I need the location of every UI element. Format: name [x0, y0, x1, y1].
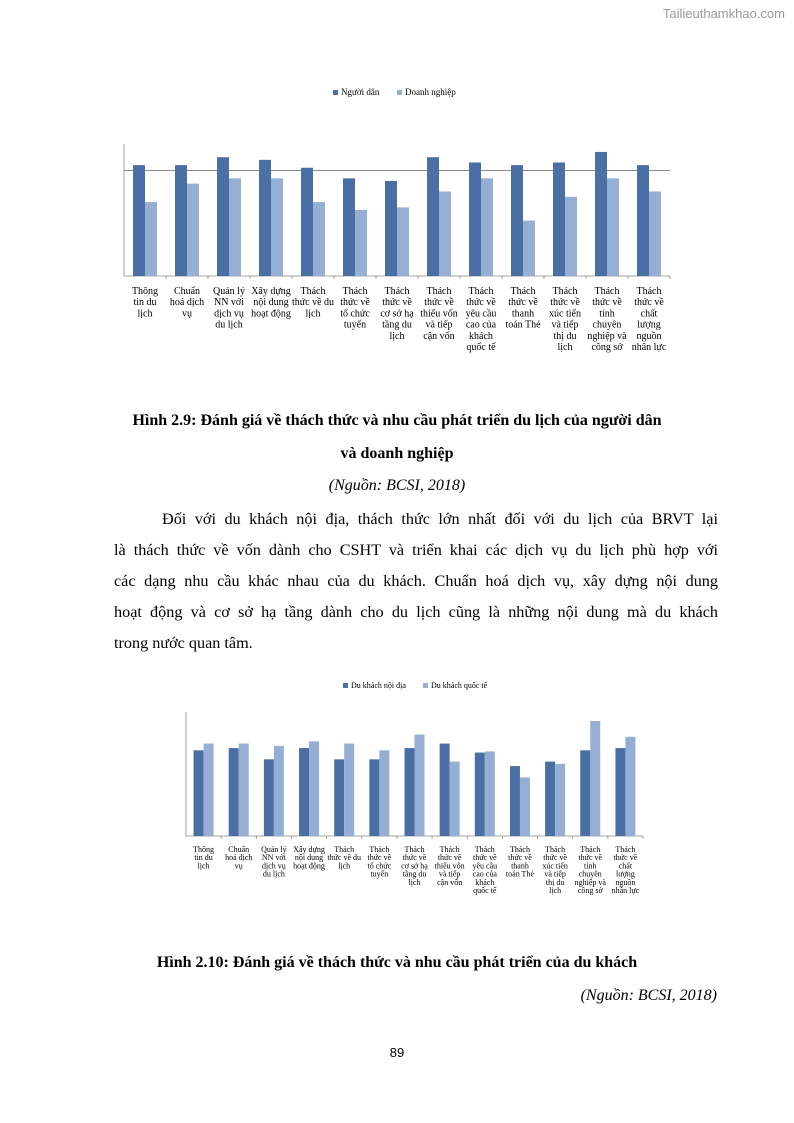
x-tick-label — [293, 845, 325, 870]
x-tick-label-line: tổ chức — [340, 308, 370, 320]
bar-series-2 — [565, 197, 577, 276]
x-tick-label-line: Thách — [369, 845, 390, 854]
x-tick-label — [170, 286, 204, 319]
legend-label: Du khách quốc tế — [431, 681, 488, 690]
x-tick-label-line: thị du — [545, 877, 565, 887]
x-tick-label-line: lịch — [557, 342, 573, 353]
bar-series-2 — [649, 192, 661, 276]
bar-series-1 — [510, 766, 520, 836]
x-tick-label-line: khách — [469, 330, 493, 342]
x-tick-label — [549, 286, 581, 353]
x-tick-label-line: hoá dịch — [169, 297, 205, 309]
x-tick-label — [368, 845, 392, 879]
bar-series-1 — [369, 759, 379, 836]
legend-swatch — [343, 683, 348, 688]
bar-series-1 — [545, 762, 555, 836]
page-number: 89 — [389, 1045, 405, 1060]
x-tick-label-line: Thách — [552, 286, 578, 297]
x-tick-label-line: Thách — [615, 845, 636, 854]
x-tick-label-line: toán Thẻ — [505, 869, 535, 879]
bar-series-2 — [145, 202, 157, 276]
x-tick-label-line: khách — [475, 877, 495, 887]
x-tick-label-line: quốc tế — [473, 886, 497, 895]
x-tick-label-line: lịch — [305, 308, 321, 320]
paragraph-line: hoạt động và cơ sở hạ tầng dành cho du lịch cũng là những nội dung mà du khách — [114, 603, 718, 621]
paragraph-line: các dạng nhu cầu khác nhau của du khách. Chuẩn hoá dịch vụ, xây dựng nội dung — [114, 572, 718, 590]
x-tick-label — [587, 286, 627, 353]
x-tick-label — [251, 286, 291, 319]
bar-series-1 — [615, 748, 625, 836]
x-tick-label — [505, 286, 541, 331]
x-tick-label — [435, 845, 465, 887]
x-tick-label-line: tuyến — [343, 319, 367, 331]
x-tick-label-line: tính — [599, 308, 615, 320]
x-tick-label-line: Chuẩn — [173, 286, 201, 297]
bar-series-2 — [523, 221, 535, 276]
x-tick-label-line: thiếu vốn — [420, 308, 458, 320]
x-tick-label-line: Thông — [131, 286, 159, 297]
x-tick-label-line: cao của — [465, 319, 497, 331]
bar-series-2 — [187, 184, 199, 276]
x-tick-label — [575, 845, 607, 895]
x-tick-label-line: hoạt động — [251, 308, 291, 320]
x-tick-label — [261, 845, 287, 879]
x-tick-label — [225, 845, 252, 870]
bar-series-1 — [637, 165, 649, 276]
bar-series-1 — [405, 748, 415, 836]
x-tick-label-line: Thách — [334, 845, 355, 854]
figure-2-10-source: (Nguồn: BCSI, 2018) — [580, 987, 717, 1004]
x-tick-label-line: nguồn — [636, 330, 662, 342]
x-tick-label-line: tổ chức — [367, 861, 392, 871]
x-tick-label-line: lịch — [338, 861, 351, 871]
bar-series-2 — [355, 210, 367, 276]
x-tick-label-line: thức về — [550, 297, 580, 309]
x-tick-label — [401, 845, 428, 887]
legend-label: Du khách nội địa — [351, 681, 406, 690]
figure-2-9-chart — [0, 80, 794, 380]
bar-series-1 — [469, 162, 481, 276]
bar-series-2 — [555, 764, 565, 836]
bar-series-1 — [427, 157, 439, 276]
x-tick-label-line: nội dung — [253, 297, 289, 309]
x-tick-label-line: yêu cầu — [465, 308, 497, 320]
x-tick-label-line: Thách — [545, 845, 566, 854]
bar-series-2 — [520, 777, 530, 836]
bar-series-1 — [264, 759, 274, 836]
figure-2-10-chart — [0, 672, 794, 922]
bar-series-1 — [580, 750, 590, 836]
x-tick-label — [420, 286, 458, 342]
x-tick-label-line: tin du — [133, 297, 157, 309]
x-tick-label — [132, 286, 158, 319]
x-tick-label-line: tin du — [194, 853, 213, 863]
bar-series-1 — [194, 750, 204, 836]
bar-series-2 — [313, 202, 325, 276]
x-tick-label-line: thiếu vốn — [434, 861, 465, 871]
bar-series-2 — [450, 762, 460, 836]
x-tick-label-line: lịch — [549, 886, 562, 895]
x-tick-label-line: Thông — [193, 845, 215, 854]
x-tick-label-line: vụ — [182, 308, 192, 320]
x-tick-label-line: lượng — [616, 869, 635, 879]
x-tick-label-line: Thách — [594, 286, 620, 297]
figure-2-9-caption-line-1: Hình 2.9: Đánh giá về thách thức và nhu cầu phát triển du lịch của người dân — [132, 412, 662, 429]
x-tick-label — [380, 286, 414, 342]
bar-series-2 — [415, 735, 425, 836]
x-tick-label — [340, 286, 370, 331]
x-tick-label-line: Xây dựng — [293, 845, 325, 854]
x-tick-label — [632, 286, 667, 353]
bar-series-1 — [385, 181, 397, 276]
bar-series-1 — [217, 157, 229, 276]
bar-series-2 — [344, 744, 354, 836]
x-tick-label-line: toán Thẻ — [505, 319, 541, 331]
bar-series-2 — [481, 178, 493, 276]
x-tick-label-line: thị du — [553, 330, 577, 342]
x-tick-label-line: và tiếp — [438, 869, 461, 879]
x-tick-label-line: thức về — [613, 853, 638, 863]
x-tick-label-line: nghiệp và — [574, 877, 606, 887]
x-tick-label-line: và tiếp — [544, 869, 566, 879]
x-tick-label — [292, 286, 334, 319]
x-tick-label-line: Xây dựng — [251, 286, 291, 297]
x-tick-label-line: cận vốn — [437, 877, 463, 887]
x-tick-label-line: thức về — [592, 297, 622, 309]
x-tick-label-line: thức về — [508, 297, 538, 309]
x-tick-label-line: lịch — [389, 330, 405, 342]
bar-series-2 — [625, 737, 635, 836]
x-tick-label — [542, 845, 568, 895]
x-tick-label-line: chuyên — [592, 319, 622, 331]
x-tick-label-line: Thách — [510, 286, 536, 297]
bar-series-1 — [511, 165, 523, 276]
x-tick-label-line: nghiệp và — [587, 330, 627, 342]
bar-series-2 — [485, 751, 495, 836]
bar-series-2 — [239, 744, 249, 836]
x-tick-label-line: Thách — [426, 286, 452, 297]
x-tick-label-line: Chuẩn — [228, 845, 250, 854]
bar-series-1 — [334, 759, 344, 836]
x-tick-label-line: lịch — [137, 308, 153, 320]
bar-series-1 — [440, 744, 450, 836]
x-tick-label-line: nguồn — [615, 877, 636, 887]
x-tick-label-line: lịch — [408, 877, 421, 887]
x-tick-label-line: công sở — [591, 342, 623, 353]
watermark: Tailieuthamkhao.com — [662, 6, 785, 21]
x-tick-label-line: vụ — [234, 861, 243, 871]
x-tick-label-line: nhân lực — [611, 886, 640, 895]
x-tick-label-line: lượng — [637, 319, 661, 331]
legend-swatch — [423, 683, 428, 688]
figure-2-10-caption: Hình 2.10: Đánh giá về thách thức và nhu cầu phát triển của du khách — [156, 954, 638, 971]
legend-label: Doanh nghiệp — [405, 87, 456, 97]
bar-series-1 — [475, 753, 485, 836]
bar-series-2 — [397, 207, 409, 276]
x-tick-label-line: xúc tiến — [549, 308, 581, 320]
x-tick-label-line: thức về — [543, 853, 567, 863]
x-tick-label-line: cận vốn — [423, 330, 455, 342]
x-tick-label-line: hoạt động — [293, 861, 325, 871]
x-tick-label-line: thức về — [437, 853, 462, 863]
x-tick-label-line: quốc tế — [466, 342, 496, 353]
bar-series-2 — [590, 721, 600, 836]
x-tick-label-line: thức về — [340, 297, 370, 309]
legend-swatch — [333, 90, 338, 95]
x-tick-label-line: lịch — [197, 861, 210, 871]
x-tick-label-line: thức về — [578, 853, 603, 863]
paragraph-line: trong nước quan tâm. — [114, 634, 253, 652]
x-tick-label-line: Thách — [342, 286, 368, 297]
bar-series-2 — [274, 746, 284, 836]
x-tick-label-line: yêu cầu — [472, 861, 498, 871]
body-paragraph — [114, 504, 718, 659]
x-tick-label-line: du lịch — [262, 869, 285, 879]
x-tick-label-line: chất — [618, 861, 633, 871]
x-tick-label-line: Thách — [404, 845, 425, 854]
x-tick-label-line: tuyến — [370, 869, 389, 879]
x-tick-label-line: thức về — [508, 853, 532, 863]
bar-series-1 — [299, 748, 309, 836]
chart-1-svg — [0, 80, 794, 380]
x-tick-label-line: tính — [584, 861, 597, 871]
bar-series-2 — [309, 741, 319, 836]
x-tick-label-line: và tiếp — [551, 319, 579, 331]
x-tick-label-line: thức về — [634, 297, 664, 309]
bar-series-2 — [379, 750, 389, 836]
bar-series-1 — [553, 162, 565, 276]
x-tick-label-line: và tiếp — [425, 319, 453, 331]
x-tick-label-line: du lịch — [215, 319, 243, 331]
x-tick-label-line: chuyên — [578, 869, 602, 879]
x-tick-label-line: chất — [640, 308, 658, 320]
x-tick-label-line: xúc tiến — [542, 861, 568, 871]
bar-series-1 — [133, 165, 145, 276]
x-tick-label-line: thức về — [382, 297, 412, 309]
bar-series-1 — [259, 160, 271, 276]
x-tick-label — [506, 845, 535, 879]
legend-label: Người dân — [341, 87, 380, 97]
legend-swatch — [397, 90, 402, 95]
bar-series-1 — [343, 178, 355, 276]
x-tick-label-line: thức về — [367, 853, 392, 863]
figure-2-9-caption-line-2: và doanh nghiệp — [340, 445, 454, 462]
x-tick-label-line: thức về — [472, 853, 497, 863]
x-tick-label — [612, 845, 640, 895]
x-tick-label-line: thức về — [466, 297, 496, 309]
x-tick-label-line: dịch vụ — [261, 861, 286, 871]
x-tick-label-line: thanh — [511, 861, 529, 871]
x-tick-label-line: Thách — [468, 286, 494, 297]
x-tick-label — [327, 845, 361, 870]
figure-2-9-source: (Nguồn: BCSI, 2018) — [328, 477, 466, 494]
x-tick-label-line: thanh — [511, 308, 535, 320]
x-tick-label-line: Thách — [439, 845, 460, 854]
x-tick-label-line: thức về du — [327, 853, 362, 863]
x-tick-label-line: Thách — [300, 286, 326, 297]
x-tick-label-line: Thách — [384, 286, 410, 297]
x-tick-label-line: NN với — [213, 297, 245, 309]
x-tick-label-line: tầng du — [382, 319, 412, 331]
x-tick-label-line: NN với — [261, 853, 286, 863]
bar-series-2 — [229, 178, 241, 276]
bar-series-2 — [204, 744, 214, 836]
x-tick-label-line: dịch vụ — [214, 308, 244, 320]
x-tick-label-line: Thách — [636, 286, 662, 297]
bar-series-1 — [301, 168, 313, 276]
x-tick-label — [472, 845, 497, 895]
x-tick-label — [193, 845, 214, 870]
x-tick-label-line: thức về — [402, 853, 427, 863]
x-tick-label-line: hoá dịch — [225, 853, 253, 863]
x-tick-label-line: thức về — [424, 297, 454, 309]
x-tick-label-line: cao của — [472, 869, 497, 879]
paragraph-line: Đối với du khách nội địa, thách thức lớn nhất đối với du lịch của BRVT lại — [162, 510, 718, 528]
x-tick-label-line: thức về du — [291, 297, 335, 309]
x-tick-label-line: Thách — [580, 845, 601, 854]
x-tick-label-line: công sở — [577, 886, 603, 895]
bar-series-2 — [607, 178, 619, 276]
bar-series-1 — [175, 165, 187, 276]
x-tick-label-line: Quản lý — [213, 286, 245, 297]
x-tick-label-line: cơ sở hạ — [380, 308, 414, 320]
x-tick-label-line: tầng du — [402, 869, 427, 879]
bar-series-2 — [271, 178, 283, 276]
bar-series-1 — [595, 152, 607, 276]
paragraph-line: là thách thức về vốn dành cho CSHT và triển khai các dịch vụ du lịch phù hợp với — [114, 541, 718, 559]
x-tick-label — [466, 286, 497, 353]
x-tick-label-line: Thách — [509, 845, 530, 854]
x-tick-label-line: Quản lý — [261, 845, 287, 854]
x-tick-label — [213, 286, 245, 331]
x-tick-label-line: cơ sở hạ — [401, 861, 428, 871]
x-tick-label-line: Thách — [474, 845, 495, 854]
chart-2-svg — [0, 672, 794, 922]
bar-series-2 — [439, 192, 451, 276]
x-tick-label-line: nhân lực — [631, 342, 667, 353]
bar-series-1 — [229, 748, 239, 836]
x-tick-label-line: nội dung — [294, 853, 324, 863]
